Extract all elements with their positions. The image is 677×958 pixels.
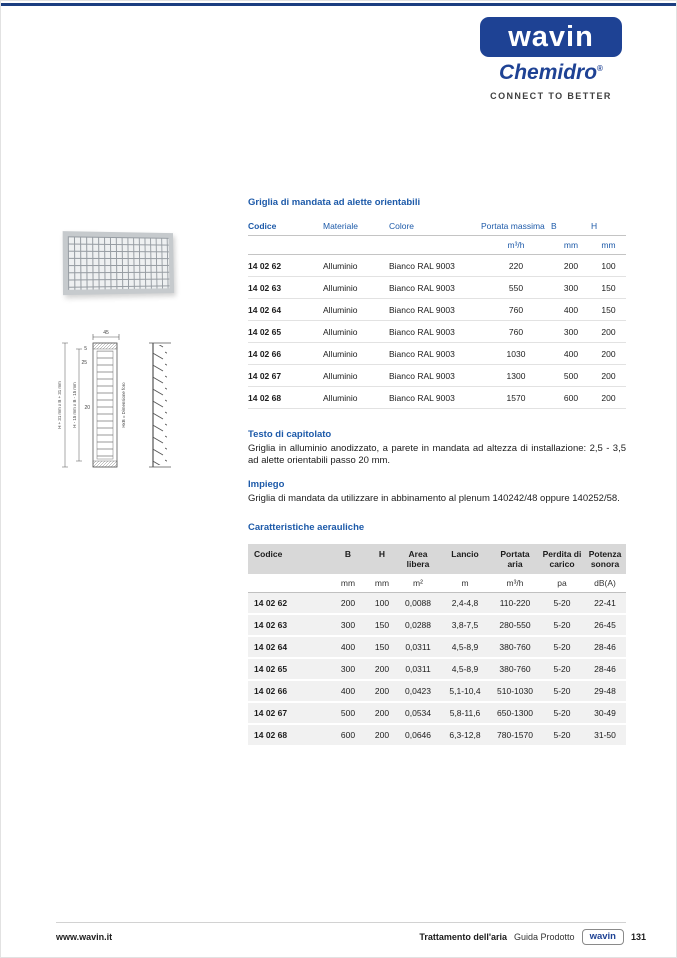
code-cell: 14 02 62 (254, 597, 288, 608)
table-cell: 5-20 (553, 642, 571, 652)
table-cell: 26-45 (594, 620, 616, 630)
chemidro-logo-text: Chemidro (499, 61, 598, 84)
table-cell: 300 (551, 321, 591, 343)
dim-label-45: 45 (103, 330, 109, 336)
table-cell (248, 236, 323, 255)
aeraulic-table-header-row (248, 544, 626, 574)
dim-label-25: 25 (81, 360, 87, 366)
table-row (248, 724, 626, 746)
table-cell: 150 (591, 277, 626, 299)
top-rule (1, 3, 676, 6)
wavin-logo-text: wavin (508, 20, 594, 53)
code-cell: 14 02 68 (248, 387, 323, 409)
table-cell: 22-41 (594, 597, 616, 608)
column-header: Portata massima (481, 221, 545, 231)
table-cell: 760 (481, 299, 551, 321)
table-cell: Bianco RAL 9003 (389, 321, 481, 343)
spec-table-units-row (248, 236, 626, 255)
table-cell: 200 (591, 365, 626, 387)
table-cell: 200 (374, 664, 390, 674)
table-row (248, 255, 626, 277)
table-cell: 1570 (481, 387, 551, 409)
column-header: H (591, 221, 598, 231)
wavin-footer-logo: wavin (582, 929, 624, 945)
table-cell: 780-1570 (497, 730, 533, 740)
footer-guide-label: Guida Prodotto (514, 932, 575, 942)
table-cell: 28-46 (594, 642, 616, 652)
capitolato-heading: Testo di capitolato (248, 429, 332, 440)
unit-cell: m (440, 574, 490, 593)
table-cell: 400 (551, 343, 591, 365)
table-cell: 200 (374, 730, 390, 740)
grille-product-image (63, 231, 174, 295)
table-cell: Alluminio (323, 255, 389, 277)
dim-label-hole: HxB = Dimensione foro (121, 382, 126, 428)
unit-cell: m² (396, 574, 440, 593)
table-cell: 550 (481, 277, 551, 299)
table-cell: 200 (551, 255, 591, 277)
table-cell: 5-20 (553, 664, 571, 674)
table-cell: 4,5-8,9 (451, 664, 479, 674)
table-cell: 150 (591, 299, 626, 321)
table-cell: Alluminio (323, 343, 389, 365)
table-cell: 510-1030 (497, 686, 533, 696)
code-cell: 14 02 64 (254, 642, 288, 652)
table-cell: 1300 (481, 365, 551, 387)
table-cell: 400 (551, 299, 591, 321)
table-cell: 0,0288 (405, 620, 431, 630)
code-cell: 14 02 66 (248, 343, 323, 365)
table-cell: 4,5-8,9 (451, 642, 479, 652)
unit-cell: mm (328, 574, 368, 593)
table-cell: 29-48 (594, 686, 616, 696)
code-cell: 14 02 64 (248, 299, 323, 321)
code-cell: 14 02 63 (254, 620, 288, 630)
table-cell: 0,0423 (405, 686, 431, 696)
chemidro-logo (480, 61, 622, 85)
page-number: 131 (630, 932, 646, 942)
code-cell: 14 02 67 (254, 708, 288, 718)
unit-cell: dB(A) (584, 574, 626, 593)
unit-cell: mm (368, 574, 396, 593)
table-cell: Alluminio (323, 365, 389, 387)
table-cell: 600 (340, 730, 356, 740)
table-cell: 100 (374, 597, 390, 608)
table-row (248, 343, 626, 365)
column-header: Materiale (323, 221, 358, 231)
table-row (248, 387, 626, 409)
table-cell: 0,0646 (405, 730, 431, 740)
product-title: Griglia di mandata ad alette orientabili (248, 197, 421, 208)
table-cell: 28-46 (594, 664, 616, 674)
column-header: H (368, 544, 396, 574)
table-row (248, 636, 626, 658)
aeraulic-table (248, 544, 626, 748)
table-cell: 760 (481, 321, 551, 343)
impiego-heading: Impiego (248, 479, 285, 490)
table-cell: 110-220 (499, 597, 531, 608)
unit-cell: pa (540, 574, 584, 593)
table-cell: 400 (340, 642, 356, 652)
column-header: Area libera (396, 544, 440, 574)
dim-label-5: 5 (84, 346, 87, 352)
spec-table-header-row (248, 219, 626, 236)
column-header: Potenza sonora (584, 544, 626, 574)
table-cell: Bianco RAL 9003 (389, 387, 481, 409)
table-cell: 2,4-4,8 (451, 597, 479, 608)
dim-label-inner: H - 15 mm x B - 15 mm (72, 382, 77, 428)
column-header: Codice (248, 544, 328, 574)
table-cell: 0,0311 (405, 664, 431, 674)
dim-label-outer: H + 31 mm x B + 31 mm (57, 381, 62, 429)
column-header: B (551, 221, 557, 231)
table-cell: 5-20 (553, 620, 571, 630)
table-cell: 200 (591, 343, 626, 365)
main-content (248, 197, 626, 747)
capitolato-text: Griglia in alluminio anodizzato, a parete in mandata ad altezza di installazione: 2,5 - 3,5 ad alette orientabili passo 20 mm. (248, 443, 626, 466)
table-cell: 0,0311 (405, 642, 431, 652)
footer-right-block (419, 929, 646, 945)
table-cell: 600 (551, 387, 591, 409)
code-cell: 14 02 62 (248, 255, 323, 277)
aerauliche-heading: Caratteristiche aerauliche (248, 521, 365, 533)
table-row (248, 592, 626, 614)
unit-cell: mm (591, 236, 626, 255)
column-header: Colore (389, 221, 415, 231)
wavin-logo (480, 17, 622, 57)
brand-tagline: CONNECT TO BETTER (490, 91, 612, 101)
table-cell: 200 (374, 708, 390, 718)
table-row (248, 321, 626, 343)
unit-cell: m³/h (490, 574, 540, 593)
unit-cell: mm (551, 236, 591, 255)
footer-section-title: Trattamento dell'aria (419, 932, 508, 942)
table-cell: 5-20 (553, 708, 571, 718)
code-cell: 14 02 66 (254, 686, 288, 696)
table-cell: 500 (340, 708, 356, 718)
code-cell: 14 02 65 (254, 664, 288, 674)
table-cell: 30-49 (594, 708, 616, 718)
table-cell: 100 (591, 255, 626, 277)
table-cell: 650-1300 (497, 708, 533, 718)
table-cell: 500 (551, 365, 591, 387)
table-cell: 400 (340, 686, 356, 696)
code-cell: 14 02 63 (248, 277, 323, 299)
table-cell: 280-550 (499, 620, 531, 630)
table-row (248, 702, 626, 724)
code-cell: 14 02 65 (248, 321, 323, 343)
table-cell: 200 (591, 387, 626, 409)
column-header: B (328, 544, 368, 574)
table-cell: 200 (374, 686, 390, 696)
table-cell: 5-20 (553, 686, 571, 696)
table-cell: 300 (551, 277, 591, 299)
aeraulic-table-units-row (248, 574, 626, 593)
table-cell: 380-760 (499, 642, 531, 652)
table-cell: 31-50 (594, 730, 616, 740)
table-cell: 220 (481, 255, 551, 277)
table-cell: 5,1-10,4 (449, 686, 481, 696)
table-row (248, 365, 626, 387)
code-cell: 14 02 68 (254, 730, 288, 740)
table-cell: Bianco RAL 9003 (389, 255, 481, 277)
table-cell: Alluminio (323, 321, 389, 343)
table-cell (248, 574, 328, 593)
code-cell: 14 02 67 (248, 365, 323, 387)
column-header: Portata aria (490, 544, 540, 574)
table-cell: Bianco RAL 9003 (389, 365, 481, 387)
table-cell: 380-760 (499, 664, 531, 674)
unit-cell: m³/h (481, 236, 551, 255)
table-cell: 300 (340, 620, 356, 630)
column-header: Perdita di carico (540, 544, 584, 574)
registered-mark: ® (597, 64, 603, 73)
footer (56, 929, 646, 945)
table-cell: 300 (340, 664, 356, 674)
brand-block (480, 17, 622, 101)
table-cell: 5-20 (553, 730, 571, 740)
table-cell: Alluminio (323, 277, 389, 299)
table-cell: 200 (340, 597, 356, 608)
table-cell: Bianco RAL 9003 (389, 277, 481, 299)
footer-rule (56, 922, 626, 923)
table-cell: 5,8-11,6 (449, 708, 481, 718)
impiego-text: Griglia di mandata da utilizzare in abbinamento al plenum 140242/48 oppure 140252/58. (248, 493, 620, 504)
table-cell: 0,0088 (405, 597, 431, 608)
table-row (248, 658, 626, 680)
table-cell: Bianco RAL 9003 (389, 299, 481, 321)
table-row (248, 299, 626, 321)
table-cell: 5-20 (553, 597, 571, 608)
column-header: Codice (248, 221, 277, 231)
table-cell: 150 (374, 642, 390, 652)
dimension-drawing (53, 327, 203, 487)
table-cell: 200 (591, 321, 626, 343)
spec-table (248, 219, 626, 409)
table-cell: 0,0534 (405, 708, 431, 718)
dim-label-20: 20 (84, 405, 90, 411)
column-header: Lancio (440, 544, 490, 574)
table-cell (389, 236, 481, 255)
table-cell (323, 236, 389, 255)
footer-website-link[interactable]: www.wavin.it (56, 932, 113, 942)
table-cell: Alluminio (323, 387, 389, 409)
table-cell: 150 (374, 620, 390, 630)
table-cell: 1030 (481, 343, 551, 365)
table-row (248, 277, 626, 299)
table-row (248, 680, 626, 702)
table-cell: 3,8-7,5 (451, 620, 479, 630)
table-row (248, 614, 626, 636)
table-cell: Alluminio (323, 299, 389, 321)
table-cell: 6,3-12,8 (449, 730, 481, 740)
table-cell: Bianco RAL 9003 (389, 343, 481, 365)
